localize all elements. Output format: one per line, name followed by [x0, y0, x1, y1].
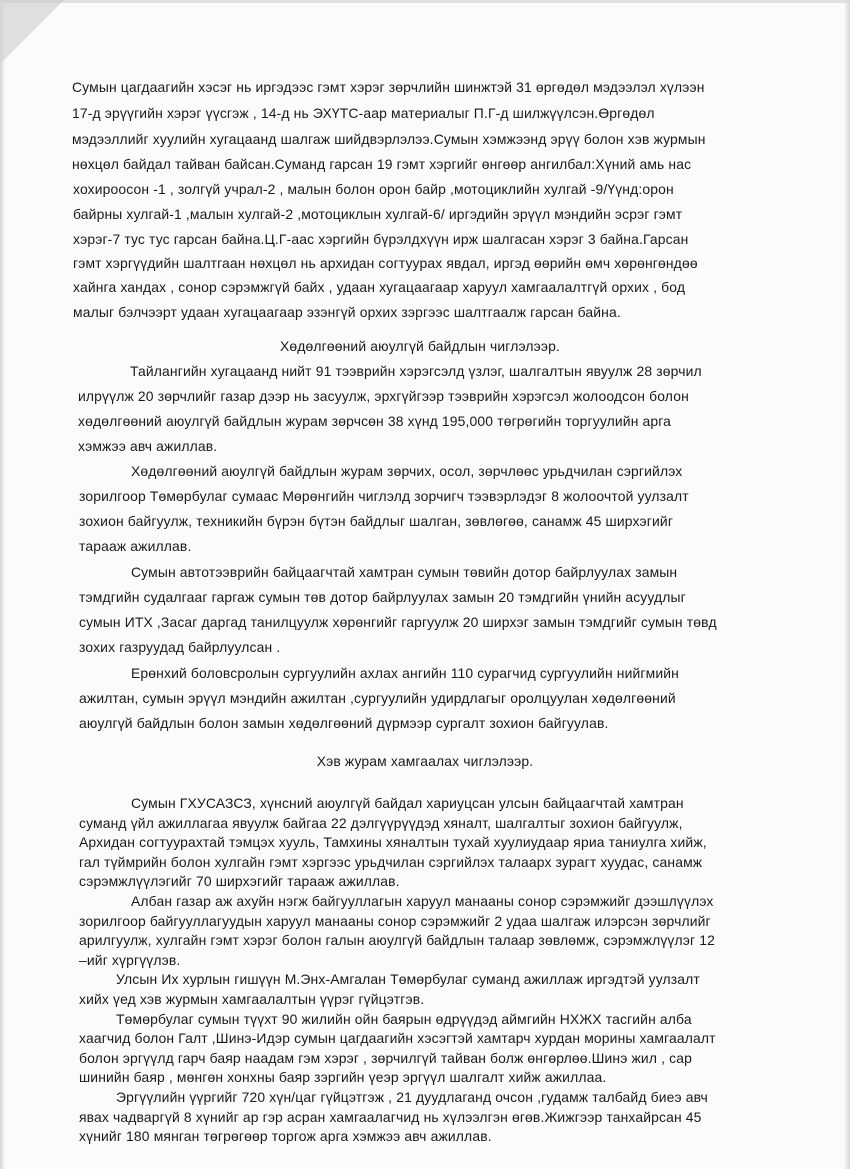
intro-line: байрны хулгай-1 ,малын хулгай-2 ,мотоциклын хулгай-6/ иргэдийн эрүүл мэндийн эсрэг гэмт	[73, 206, 683, 222]
intro-line: хайнга хандах , сонор сэрэмжгүй байх , удаан хугацаагаар харуул хамгаалалтгүй орхих , бод	[73, 279, 686, 295]
section1-line: илрүүлж 20 зөрчлийг газар дээр нь засуулж, эрхгүйгээр тээврийн хэрэгсэл жолоодсон болон	[78, 388, 689, 404]
intro-line: Сумын цагдаагийн хэсэг нь иргэдээс гэмт хэрэг зөрчлийн шинжтэй 31 өргөдөл мэдээлэл хүлээн	[72, 79, 705, 95]
intro-line: 17-д эрүүгийн хэрэг үүсгэж , 14-д нь ЭХҮТС-аар материалыг П.Г-д шилжүүлсэн.Өргөдөл	[72, 105, 655, 121]
section-heading-traffic-safety: Хөдөлгөөний аюулгүй байдлын чиглэлээр.	[279, 338, 561, 354]
section-heading-public-order: Хэв журам хамгаалах чиглэлээр.	[316, 753, 534, 769]
section1-line: хөдөлгөөний аюулгүй байдлын журам зөрчсөн 38 хүнд 195,000 төгрөгийн торгуулийн арга	[78, 413, 672, 429]
section1-line: тарааж ажиллав.	[79, 538, 192, 554]
section2-line: Төмөрбулаг сумын түүхт 90 жилийн ойн баярын өдрүүдэд аймгийн НХЖХ тасгийн алба	[116, 1011, 692, 1027]
intro-line: нөхцөл байдал тайван байсан.Суманд гарсан 19 гэмт хэргийг өнгөөр ангилбал:Хүний амь нас	[72, 156, 692, 172]
intro-line: гэмт хэргүүдийн шалтгаан нөхцөл нь архидан согтуурах явдал, иргэд өөрийн өмч хөрөнгөндөө	[73, 255, 698, 271]
section2-line: Архидан согтуурахтай тэмцэх хууль, Тамхины хяналтын тухай хуулиудаар яриа таниулга хийж,	[79, 834, 707, 850]
section2-line: явах чадваргүй 8 хүнийг ар гэр асран хамгаалагчид нь хүлээлгэн өгөв.Жижгээр танхайрсан 45	[79, 1109, 702, 1125]
intro-line: малыг бэлчээрт удаан хугацаагаар эзэнгүй орхих зэргээс шалтгаалж гарсан байна.	[73, 304, 621, 320]
section2-line: хийх үед хэв журмын хамгаалалтын үүрэг гүйцэтгэв.	[79, 991, 425, 1007]
section1-line: Тайлангийн хугацаанд нийт 91 тээврийн хэрэгсэлд үзлэг, шалгалтын явуулж 28 зөрчил	[130, 363, 702, 379]
section2-line: арилгуулж, хулгайн гэмт хэрэг болон галын аюулгүй байдлын талаар зөвлөмж, сэрэмжлүүлэг 12	[79, 932, 715, 948]
section1-line: хэмжээ авч ажиллав.	[78, 438, 218, 454]
section2-line: гал түймрийн болон хулгайн гэмт хэргээс урьдчилан сэргийлэх талаарх зурагт хуудас, санамж	[79, 854, 703, 870]
section1-line: Хөдөлгөөний аюулгүй байдлын журам зөрчих, осол, зөрчлөөс урьдчилан сэргийлэх	[131, 463, 683, 479]
section1-line: зорилгоор Төмөрбулаг сумаас Мөрөнгийн чиглэлд зорчигч тээвэрлэдэг 8 жолоочтой уулзалт	[79, 488, 689, 504]
section1-line: Ерөнхий боловсролын сургуулийн ахлах ангийн 110 сурагчид сургуулийн нийгмийн	[131, 665, 679, 681]
section2-line: шинийн баяр , мөнгөн хонхны баяр зэргийн үеэр эргүүл шалгалт хийж ажиллаа.	[79, 1069, 607, 1085]
section2-line: –ийг хүргүүлэв.	[79, 952, 181, 968]
section1-line: ажилтан, сумын эрүүл мэндийн ажилтан ,сургуулийн удирдлагыг оролцуулан хөдөлгөөний	[79, 690, 676, 706]
intro-line: хэрэг-7 тус тус гарсан байна.Ц.Г-аас хэргийн бүрэлдхүүн ирж шалгасан хэрэг 3 байна.Гарсан	[73, 231, 689, 247]
intro-line: хохироосон -1 , золгүй учрал-2 , малын болон орон байр ,мотоциклийн хулгай -9/Үүнд:орон	[73, 181, 674, 197]
section1-line: сумын ИТХ ,Засаг даргад танилцуулж хөрөнгийг гаргуулж 20 ширхэг замын тэмдгийг сумын төвд	[79, 614, 717, 630]
section2-line: хүнийг 180 мянган төгрөгөөр торгож арга хэмжээ авч ажиллав.	[79, 1128, 492, 1144]
intro-line: мэдээллийг хуулийн хугацаанд шалгаж шийдвэрлэлээ.Сумын хэмжээнд эрүү болон хэв журмын	[72, 131, 706, 147]
section2-line: Эргүүлийн үүргийг 720 хүн/цаг гүйцэтгэж , 21 дуудлаганд очсон ,гудамж талбайд биеэ авч	[116, 1089, 708, 1105]
section1-line: зохих газруудад байрлуулсан .	[79, 639, 281, 655]
section2-line: хаагчид болон Галт ,Шинэ-Идэр сумын цагдаагийн хэсэгтэй хамтарч хурдан морины хамгаалалт	[79, 1030, 716, 1046]
section2-line: Албан газар аж ахуйн нэгж байгууллагын харуул манааны сонор сэрэмжийг дээшлүүлэх	[131, 893, 714, 909]
section2-line: Сумын ГХУСАЗСЗ, хүнсний аюулгүй байдал хариуцсан улсын байцаагчтай хамтран	[131, 795, 684, 811]
section1-line: тэмдгийн судалгааг гаргаж сумын төв дотор байрлуулах замын 20 тэмдгийн үнийн асуудлыг	[79, 589, 686, 605]
section2-line: сэрэмжлүүлэгийг 70 ширхэгийг тарааж ажиллав.	[79, 873, 400, 889]
section2-line: Улсын Их хурлын гишүүн М.Энх-Амгалан Төмөрбулаг суманд ажиллаж иргэдтэй уулзалт	[116, 971, 700, 987]
section1-line: Сумын автотээврийн байцаагчтай хамтран сумын төвийн дотор байрлуулах замын	[131, 564, 678, 580]
section2-line: болон эргүүлд гарч баяр наадам гэм хэрэг , зөрчилгүй тайван болж өнгөрлөө.Шинэ жил , сар	[79, 1050, 692, 1066]
section1-line: зохион байгуулж, техникийн бүрэн бүтэн байдлыг шалган, зөвлөгөө, санамж 45 ширхэгийг	[79, 513, 674, 529]
section1-line: аюулгүй байдлын болон замын хөдөлгөөний дүрмээр сургалт зохион байгуулав.	[79, 715, 609, 731]
section2-line: суманд үйл ажиллагаа явуулж байгаа 22 дэлгүүрүүдэд хяналт, шалгалтыг зохион байгуулж,	[79, 815, 683, 831]
section2-line: зорилгоор байгууллагуудын харуул манааны сонор сэрэмжийг 2 удаа шалгаж илэрсэн зөрчлийг	[79, 913, 711, 929]
